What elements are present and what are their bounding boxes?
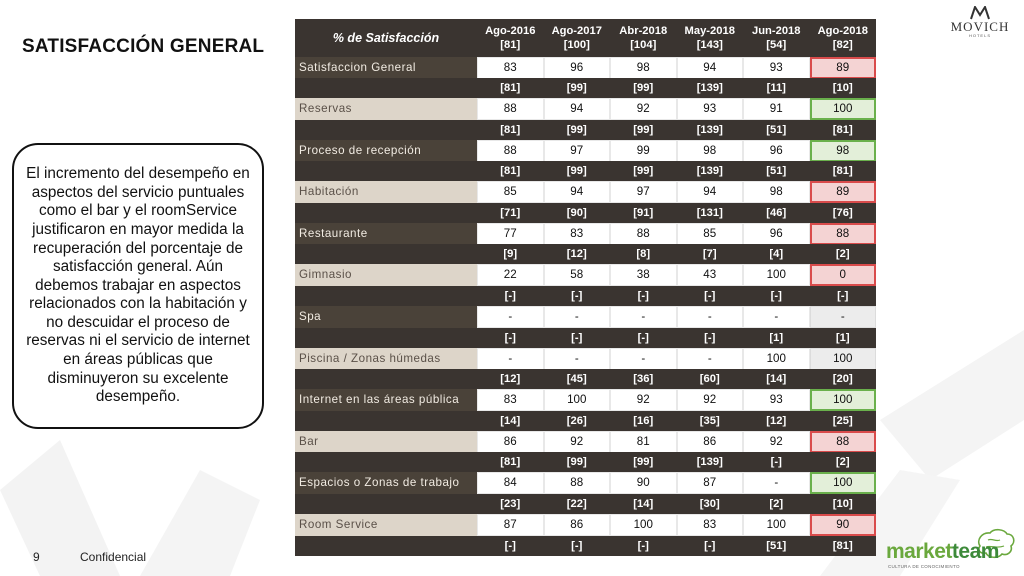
sample-size-band: [295, 78, 876, 98]
sample-size-cell: [81]: [832, 539, 853, 552]
sample-size-band: [295, 536, 876, 556]
marketteam-logo: [886, 528, 1016, 574]
sample-size-cell: [12]: [766, 414, 787, 427]
sample-size-band: [295, 244, 876, 264]
value-cell: -: [810, 306, 877, 328]
value-cell: 84: [477, 472, 544, 494]
row-label: Gimnasio: [295, 264, 477, 286]
value-cell: 83: [477, 389, 544, 411]
sample-size-cell: [-]: [571, 539, 583, 552]
sample-size-cell: [25]: [832, 414, 853, 427]
table-row-block: [295, 494, 876, 536]
sample-size-cell: [7]: [702, 248, 717, 261]
value-cell: 100: [743, 514, 810, 536]
value-cell: 83: [477, 57, 544, 79]
sample-size-band: [295, 452, 876, 472]
value-cell: 96: [743, 140, 810, 162]
row-values: [477, 472, 876, 494]
column-n: [81]: [500, 39, 521, 51]
value-cell: 85: [477, 181, 544, 203]
value-cell: 86: [677, 431, 744, 453]
value-cell: 94: [544, 181, 611, 203]
table-row-block: [295, 161, 876, 203]
row-label: Proceso de recepción: [295, 140, 477, 162]
sample-size-cell: [-]: [504, 331, 516, 344]
column-period: May-2018: [684, 25, 735, 37]
page-title: SATISFACCIÓN GENERAL: [22, 36, 265, 57]
sample-size-cell: [139]: [696, 82, 723, 94]
value-cell: 86: [477, 431, 544, 453]
row-values: [477, 140, 876, 162]
sample-size-cell: [-]: [504, 539, 516, 552]
table-row-block: [295, 328, 876, 370]
sample-size-cell: [1]: [835, 331, 850, 344]
sample-size-cell: [131]: [696, 206, 723, 219]
row-values: [477, 181, 876, 203]
sample-size-cell: [12]: [500, 373, 521, 386]
value-cell: 98: [743, 181, 810, 203]
value-cell: 92: [544, 431, 611, 453]
value-cell: 98: [810, 140, 877, 162]
sample-size-cell: [-]: [504, 290, 516, 302]
value-cell: 90: [810, 514, 877, 536]
insight-text: El incremento del desempeño en aspectos del servicio puntuales como el bar y el roomService justificaron en mayor medida la recuperación del porcentaje de satisfacción general. Aún debemos trabajar en aspectos relacionados con la habitación y no descuidar el proceso de reservas ni el servicio de internet en áreas públicas que disminuyeron su excelente desempeño.: [26, 165, 250, 406]
sample-size-cell: [99]: [633, 123, 654, 136]
sample-size-cell: [36]: [633, 373, 654, 386]
sample-size-cell: [2]: [769, 498, 784, 510]
sample-size-cell: [26]: [566, 414, 587, 427]
sample-size-cell: [99]: [566, 82, 587, 94]
sample-size-cell: [14]: [500, 414, 521, 427]
sample-size-cell: [22]: [566, 498, 587, 510]
value-cell: 93: [677, 98, 744, 120]
value-cell: 88: [810, 223, 877, 245]
page-number: 9: [33, 550, 40, 564]
value-cell: -: [477, 348, 544, 370]
value-cell: 97: [610, 181, 677, 203]
table-row-block: [295, 244, 876, 286]
sample-size-cell: [99]: [566, 456, 587, 469]
sample-size-band: [295, 161, 876, 181]
sample-size-cell: [-]: [637, 539, 649, 552]
sample-size-cell: [-]: [637, 331, 649, 344]
row-label: Piscina / Zonas húmedas: [295, 348, 477, 370]
row-values: [477, 264, 876, 286]
sample-size-cell: [2]: [835, 456, 850, 469]
row-label: Room Service: [295, 514, 477, 536]
sample-size-cell: [81]: [500, 82, 521, 94]
value-cell: -: [743, 472, 810, 494]
row-label: Habitación: [295, 181, 477, 203]
sample-size-band: [295, 203, 876, 223]
sample-size-cell: [9]: [503, 248, 518, 261]
table-row-block: [295, 411, 876, 453]
sample-size-cell: [45]: [566, 373, 587, 386]
value-cell: 83: [544, 223, 611, 245]
sample-size-cell: [14]: [633, 498, 654, 510]
column-period: Abr-2018: [619, 25, 668, 37]
sample-size-cell: [99]: [633, 165, 654, 178]
value-cell: 100: [544, 389, 611, 411]
value-cell: 88: [477, 140, 544, 162]
movich-brand-sub: HOTELS: [968, 33, 991, 38]
row-label: Restaurante: [295, 223, 477, 245]
value-cell: -: [610, 348, 677, 370]
sample-size-cell: [90]: [566, 206, 587, 219]
sample-size-cell: [81]: [832, 123, 853, 136]
sample-size-cell: [14]: [766, 373, 787, 386]
sample-size-cell: [-]: [704, 331, 716, 344]
sample-size-cell: [10]: [832, 498, 853, 510]
value-cell: 22: [477, 264, 544, 286]
value-cell: -: [477, 306, 544, 328]
value-cell: 90: [610, 472, 677, 494]
sample-size-cell: [51]: [766, 123, 787, 136]
row-label: Bar: [295, 431, 477, 453]
sample-size-cell: [81]: [500, 123, 521, 136]
sample-size-cell: [23]: [500, 498, 521, 510]
marketteam-name-b: team: [951, 540, 999, 563]
table-row-block: [295, 369, 876, 411]
value-cell: 38: [610, 264, 677, 286]
value-cell: 100: [810, 472, 877, 494]
sample-size-cell: [35]: [699, 414, 720, 427]
value-cell: 100: [743, 348, 810, 370]
table-header-label: % de Satisfacción: [332, 31, 440, 45]
row-label: Reservas: [295, 98, 477, 120]
row-values: [477, 514, 876, 536]
row-values: [477, 98, 876, 120]
movich-brand-name: MOVICH: [950, 19, 1010, 34]
value-cell: 96: [544, 57, 611, 79]
value-cell: 83: [677, 514, 744, 536]
sample-size-cell: [51]: [766, 165, 787, 178]
column-n: [143]: [696, 39, 723, 51]
value-cell: 88: [544, 472, 611, 494]
value-cell: 43: [677, 264, 744, 286]
sample-size-cell: [-]: [704, 539, 716, 552]
sample-size-cell: [-]: [770, 456, 782, 469]
value-cell: 98: [610, 57, 677, 79]
value-cell: 93: [743, 389, 810, 411]
sample-size-cell: [2]: [835, 248, 850, 261]
value-cell: 96: [743, 223, 810, 245]
marketteam-tagline: CULTURA DE CONOCIMIENTO: [888, 564, 960, 569]
sample-size-cell: [139]: [696, 123, 723, 136]
column-period: Ago-2017: [551, 25, 602, 37]
row-values: [477, 306, 876, 328]
value-cell: 86: [544, 514, 611, 536]
value-cell: 77: [477, 223, 544, 245]
sample-size-cell: [11]: [766, 82, 786, 94]
row-values: [477, 223, 876, 245]
sample-size-cell: [81]: [832, 165, 853, 178]
sample-size-band: [295, 328, 876, 348]
sample-size-cell: [-]: [837, 290, 849, 302]
sample-size-cell: [16]: [633, 414, 654, 427]
table-row-block: [295, 286, 876, 328]
value-cell: -: [677, 348, 744, 370]
value-cell: 92: [677, 389, 744, 411]
sample-size-cell: [91]: [633, 206, 654, 219]
confidential-label: Confidencial: [80, 550, 147, 564]
value-cell: 94: [677, 181, 744, 203]
sample-size-cell: [4]: [769, 248, 784, 261]
column-n: [82]: [832, 39, 853, 51]
value-cell: 0: [810, 264, 877, 286]
sample-size-cell: [99]: [633, 82, 654, 94]
value-cell: 93: [743, 57, 810, 79]
value-cell: -: [544, 306, 611, 328]
sample-size-cell: [76]: [832, 206, 853, 219]
value-cell: 88: [610, 223, 677, 245]
value-cell: -: [544, 348, 611, 370]
sample-size-cell: [81]: [500, 456, 521, 469]
sample-size-cell: [60]: [699, 373, 720, 386]
table-row-block: [295, 120, 876, 162]
sample-size-band: [295, 369, 876, 389]
sample-size-cell: [81]: [500, 165, 521, 178]
value-cell: -: [677, 306, 744, 328]
row-values: [477, 348, 876, 370]
value-cell: 87: [677, 472, 744, 494]
row-values: [477, 431, 876, 453]
sample-size-cell: [71]: [500, 206, 521, 219]
sample-size-cell: [1]: [769, 331, 784, 344]
value-cell: 94: [544, 98, 611, 120]
value-cell: -: [610, 306, 677, 328]
sample-size-cell: [-]: [571, 331, 583, 344]
value-cell: 88: [810, 431, 877, 453]
value-cell: -: [743, 306, 810, 328]
value-cell: 81: [610, 431, 677, 453]
value-cell: 92: [610, 389, 677, 411]
sample-size-cell: [-]: [571, 290, 583, 302]
sample-size-cell: [99]: [566, 165, 587, 178]
sample-size-cell: [139]: [696, 456, 723, 469]
sample-size-cell: [139]: [696, 165, 723, 178]
value-cell: 91: [743, 98, 810, 120]
sample-size-cell: [20]: [832, 373, 853, 386]
sample-size-cell: [12]: [566, 248, 587, 261]
value-cell: 87: [477, 514, 544, 536]
row-label: Espacios o Zonas de trabajo: [295, 472, 477, 494]
table-row-block: [295, 452, 876, 494]
sample-size-band: [295, 286, 876, 306]
sample-size-band: [295, 494, 876, 514]
value-cell: 98: [677, 140, 744, 162]
column-n: [100]: [563, 39, 590, 51]
marketteam-name-a: market: [886, 540, 952, 563]
column-period: Jun-2018: [751, 25, 801, 37]
sample-size-cell: [99]: [566, 123, 587, 136]
sample-size-cell: [-]: [637, 290, 649, 302]
sample-size-cell: [51]: [766, 539, 787, 552]
value-cell: 92: [610, 98, 677, 120]
trailing-band: [295, 536, 876, 556]
value-cell: 100: [810, 389, 877, 411]
value-cell: 89: [810, 57, 877, 79]
value-cell: 97: [544, 140, 611, 162]
sample-size-band: [295, 411, 876, 431]
movich-logo: [944, 6, 1016, 42]
value-cell: 100: [810, 348, 877, 370]
column-period: Ago-2016: [485, 25, 536, 37]
value-cell: 94: [677, 57, 744, 79]
sample-size-cell: [30]: [699, 498, 720, 510]
movich-m-icon: [969, 6, 991, 20]
value-cell: 99: [610, 140, 677, 162]
sample-size-cell: [10]: [832, 82, 853, 94]
column-n: [54]: [766, 39, 787, 51]
value-cell: 58: [544, 264, 611, 286]
column-period: Ago-2018: [817, 25, 868, 37]
value-cell: 85: [677, 223, 744, 245]
row-label: Satisfaccion General: [295, 57, 477, 79]
value-cell: 100: [810, 98, 877, 120]
value-cell: 100: [743, 264, 810, 286]
sample-size-cell: [99]: [633, 456, 654, 469]
row-values: [477, 57, 876, 79]
table-row-block: [295, 78, 876, 120]
sample-size-cell: [-]: [704, 290, 716, 302]
marketteam-wordmark: [886, 540, 999, 564]
sample-size-cell: [-]: [770, 290, 782, 302]
sample-size-band: [295, 120, 876, 140]
column-n: [104]: [630, 39, 657, 51]
row-label: Internet en las áreas pública: [295, 389, 477, 411]
table-row-block: [295, 203, 876, 245]
value-cell: 88: [477, 98, 544, 120]
row-label: Spa: [295, 306, 477, 328]
sample-size-cell: [8]: [636, 248, 651, 261]
value-cell: 100: [610, 514, 677, 536]
insight-callout: [12, 143, 264, 429]
value-cell: 89: [810, 181, 877, 203]
table-row-block: [295, 37, 876, 79]
row-values: [477, 389, 876, 411]
sample-size-cell: [46]: [766, 206, 787, 219]
value-cell: 92: [743, 431, 810, 453]
